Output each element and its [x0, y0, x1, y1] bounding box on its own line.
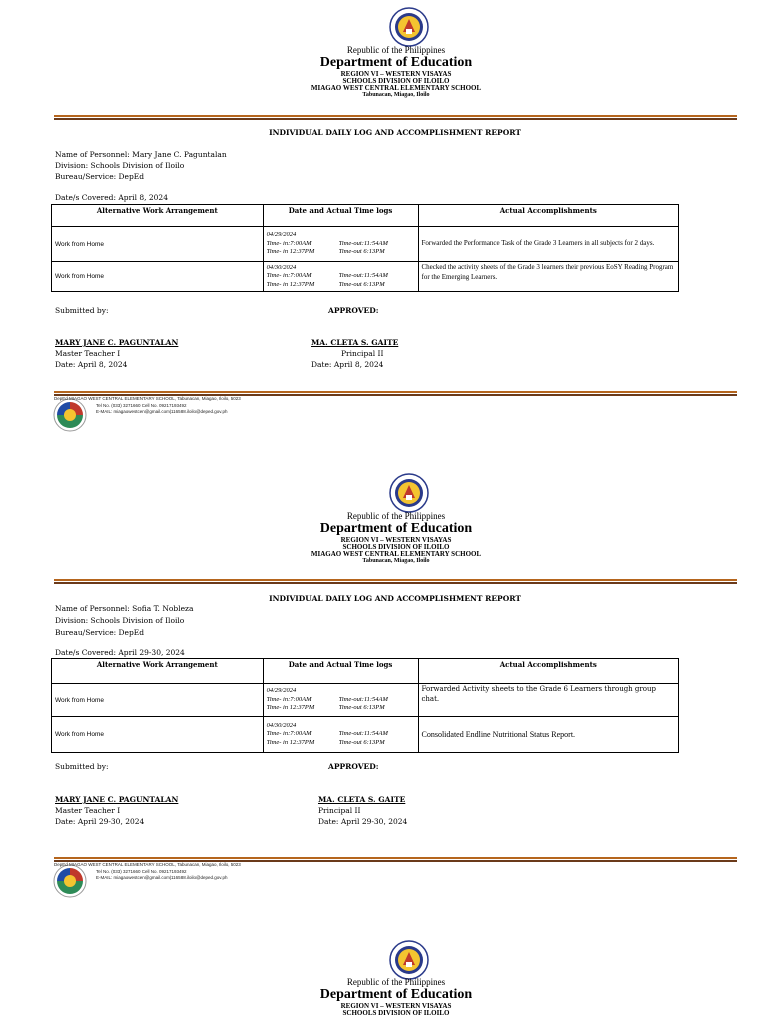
submitter-name: MARY JANE C. PAGUNTALAN	[55, 795, 179, 804]
approved-label: APPROVED:	[328, 306, 379, 315]
personnel-name: Name of Personnel: Mary Jane C. Paguntalan	[55, 150, 227, 159]
footer-phone: Tel No. (033) 3271660 Cell No. 09217193492	[96, 868, 187, 874]
submitter-name: MARY JANE C. PAGUNTALAN	[55, 338, 179, 347]
personnel-name: Name of Personnel: Sofia T. Nobleza	[55, 604, 194, 613]
timelog-cell	[263, 717, 418, 753]
deped-seal-icon	[389, 940, 429, 980]
submitter-signature-block	[55, 795, 178, 828]
arrangement-cell: Work from Home	[52, 717, 264, 753]
col-accomplishments: Actual Accomplishments	[418, 205, 679, 227]
time-out-am: Time-out:11:54AM	[338, 239, 388, 247]
log-date: 04/30/2024	[266, 721, 297, 729]
approver-signature-block	[311, 338, 398, 371]
report-title: INDIVIDUAL DAILY LOG AND ACCOMPLISHMENT REPORT	[269, 128, 521, 137]
time-in-pm: Time- in 12:37PM	[266, 280, 315, 288]
letterhead	[0, 46, 768, 98]
submitter-title: Master Teacher I	[55, 348, 121, 358]
department-label: Department of Education	[319, 987, 473, 1002]
region-label: REGION VI – WESTERN VISAYAS	[340, 536, 452, 544]
table-row	[52, 227, 679, 262]
approver-date: Date: April 8, 2024	[311, 359, 384, 369]
timelog-cell	[263, 684, 418, 717]
log-date: 04/29/2024	[266, 687, 297, 695]
col-timelogs: Date and Actual Time logs	[263, 659, 418, 684]
letterhead	[0, 978, 768, 1017]
accomplishment-cell: Checked the activity sheets of the Grade 3 learners their previous EoSY Reading Program for the Emerging Learners.	[418, 262, 679, 292]
table-row	[52, 717, 679, 753]
time-out-pm: Time-out 6:13PM	[338, 704, 385, 712]
time-out-pm: Time-out 6:13PM	[338, 738, 385, 746]
table-header-row	[52, 659, 679, 684]
arrangement-cell: Work from Home	[52, 262, 264, 292]
daily-log-table	[51, 204, 679, 292]
accomplishment-cell: Forwarded the Performance Task of the Grade 3 Learners in all subjects for 2 days.	[418, 227, 679, 262]
dates-covered: Date/s Covered: April 29-30, 2024	[55, 648, 185, 657]
approver-name: MA. CLETA S. GAITE	[318, 795, 406, 804]
col-accomplishments: Actual Accomplishments	[418, 659, 679, 684]
bureau-field: Bureau/Service: DepEd	[55, 172, 145, 181]
approved-label: APPROVED:	[328, 762, 379, 771]
submitted-by-label: Submitted by:	[55, 306, 109, 315]
arrangement-cell: Work from Home	[52, 227, 264, 262]
submitter-date: Date: April 8, 2024	[55, 359, 128, 369]
header-rule	[54, 115, 737, 120]
timelog-cell	[263, 227, 418, 262]
time-in-pm: Time- in 12:37PM	[266, 248, 315, 256]
time-out-pm: Time-out 6:13PM	[338, 280, 385, 288]
log-date: 04/30/2024	[266, 263, 297, 271]
accomplishment-cell: Consolidated Endline Nutritional Status Report.	[418, 717, 679, 753]
school-label: MIAGAO WEST CENTRAL ELEMENTARY SCHOOL	[310, 550, 482, 558]
time-in-pm: Time- in 12:37PM	[266, 704, 315, 712]
division-label: SCHOOLS DIVISION OF ILOILO	[342, 1009, 450, 1017]
footer-phone: Tel No. (033) 3271660 Cell No. 09217193492	[96, 402, 187, 408]
table-row	[52, 262, 679, 292]
footer-email: E-MAIL: miagaowestcen@gmail.com|116588.iloilo@deped.gov.ph	[96, 875, 228, 881]
time-out-pm: Time-out 6:13PM	[338, 248, 385, 256]
submitter-date: Date: April 29-30, 2024	[55, 816, 145, 826]
time-in-am: Time- in:7:00AM	[266, 730, 312, 738]
bureau-field: Bureau/Service: DepEd	[55, 628, 145, 637]
col-timelogs: Date and Actual Time logs	[263, 205, 418, 227]
approver-date: Date: April 29-30, 2024	[318, 816, 408, 826]
time-out-am: Time-out:11:54AM	[338, 730, 388, 738]
submitter-signature-block	[55, 338, 178, 371]
daily-log-table	[51, 658, 679, 753]
letterhead	[0, 512, 768, 564]
time-in-am: Time- in:7:00AM	[266, 239, 312, 247]
log-date: 04/29/2024	[266, 231, 297, 239]
timelog-cell	[263, 262, 418, 292]
region-label: REGION VI – WESTERN VISAYAS	[340, 70, 452, 78]
republic-label: Republic of the Philippines	[346, 511, 446, 521]
republic-label: Republic of the Philippines	[346, 977, 446, 987]
footer-address: DepEd MIAGAO WEST CENTRAL ELEMENTARY SCHOOL, Tabunacan, Miagao, Iloilo, 5023	[54, 396, 241, 401]
time-in-pm: Time- in 12:37PM	[266, 738, 315, 746]
footer-contact	[54, 862, 241, 882]
report-title: INDIVIDUAL DAILY LOG AND ACCOMPLISHMENT REPORT	[269, 594, 521, 603]
dates-covered: Date/s Covered: April 8, 2024	[55, 193, 168, 202]
department-label: Department of Education	[319, 55, 473, 70]
time-in-am: Time- in:7:00AM	[266, 272, 312, 280]
approver-name: MA. CLETA S. GAITE	[311, 338, 399, 347]
approver-title: Principal II	[341, 348, 384, 358]
division-label: SCHOOLS DIVISION OF ILOILO	[342, 543, 450, 551]
division-field: Division: Schools Division of Iloilo	[55, 616, 185, 625]
republic-label: Republic of the Philippines	[346, 45, 446, 55]
address-label: Tabunacan, Miagao, Iloilo	[362, 92, 430, 98]
accomplishment-cell: Forwarded Activity sheets to the Grade 6 Learners through group chat.	[418, 684, 679, 717]
header-rule	[54, 579, 737, 584]
col-arrangement: Alternative Work Arrangement	[52, 659, 264, 684]
submitted-by-label: Submitted by:	[55, 762, 109, 771]
deped-seal-icon	[389, 7, 429, 47]
school-label: MIAGAO WEST CENTRAL ELEMENTARY SCHOOL	[310, 84, 482, 92]
division-label: SCHOOLS DIVISION OF ILOILO	[342, 77, 450, 85]
region-label: REGION VI – WESTERN VISAYAS	[340, 1002, 452, 1010]
footer-address: DepEd MIAGAO WEST CENTRAL ELEMENTARY SCHOOL, Tabunacan, Miagao, Iloilo, 5023	[54, 862, 241, 867]
approver-title: Principal II	[318, 805, 361, 815]
col-arrangement: Alternative Work Arrangement	[52, 205, 264, 227]
department-label: Department of Education	[319, 521, 473, 536]
time-out-am: Time-out:11:54AM	[338, 272, 388, 280]
table-row	[52, 684, 679, 717]
deped-seal-icon	[389, 473, 429, 513]
address-label: Tabunacan, Miagao, Iloilo	[362, 558, 430, 564]
time-in-am: Time- in:7:00AM	[266, 695, 312, 703]
submitter-title: Master Teacher I	[55, 805, 121, 815]
time-out-am: Time-out:11:54AM	[338, 695, 388, 703]
footer-contact	[54, 396, 241, 416]
arrangement-cell: Work from Home	[52, 684, 264, 717]
footer-email: E-MAIL: miagaowestcen@gmail.com|116588.iloilo@deped.gov.ph	[96, 409, 228, 415]
table-header-row	[52, 205, 679, 227]
approver-signature-block	[318, 795, 407, 828]
division-field: Division: Schools Division of Iloilo	[55, 161, 185, 170]
